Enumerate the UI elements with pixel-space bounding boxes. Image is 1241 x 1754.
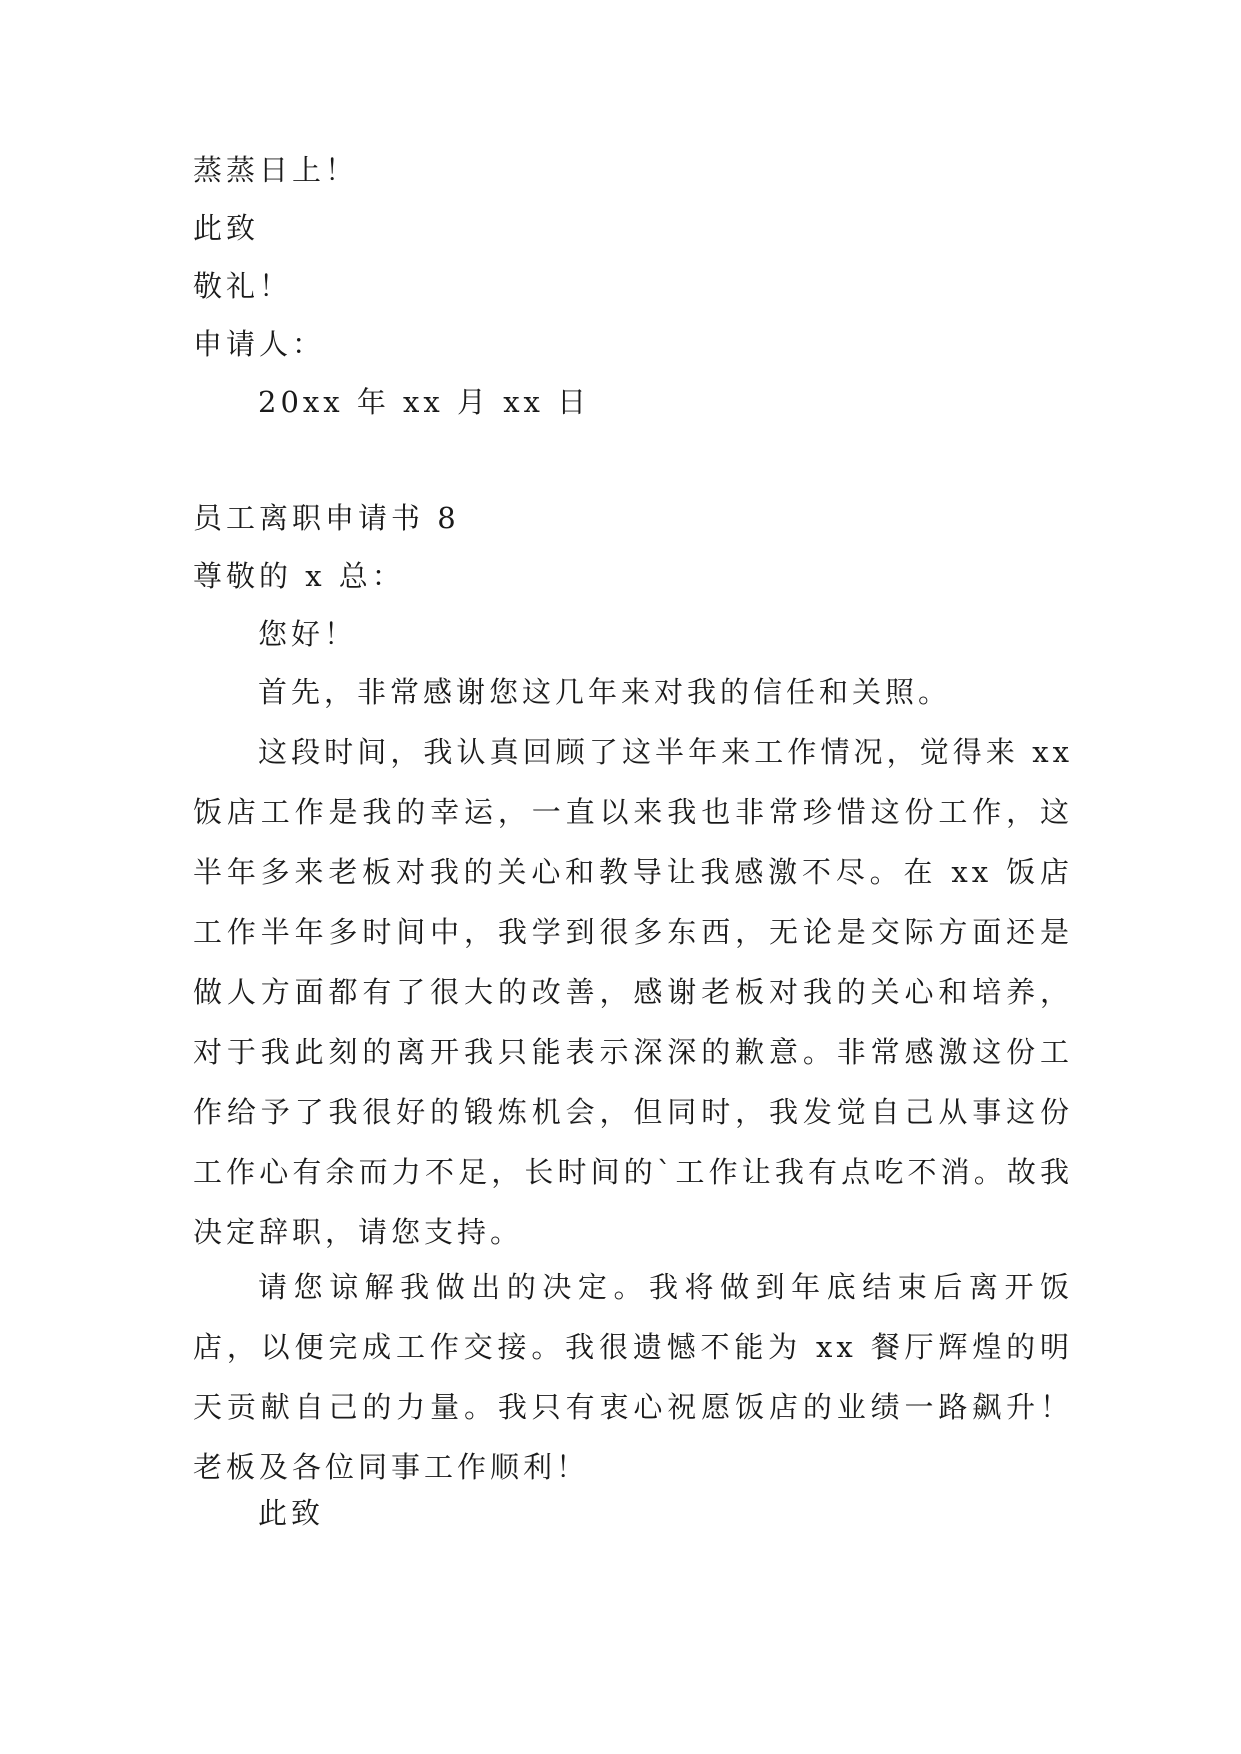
- paragraph-thanks: 首先，非常感谢您这几年来对我的信任和关照。: [258, 675, 952, 709]
- closing-cizhi: 此致: [193, 211, 260, 245]
- closing-cizhi-2: 此致: [258, 1496, 325, 1530]
- salutation: 尊敬的 x 总：: [193, 559, 405, 593]
- greeting: 您好！: [258, 617, 358, 651]
- closing-jingli: 敬礼！: [193, 269, 293, 303]
- date-line: 20xx 年 xx 月 xx 日: [258, 385, 591, 419]
- letter-title: 员工离职申请书 8: [193, 501, 460, 535]
- closing-wish: 蒸蒸日上！: [193, 153, 359, 187]
- paragraph-body: 这段时间，我认真回顾了这半年来工作情况，觉得来 xx 饭店工作是我的幸运，一直以来我也非常珍惜这份工作，这半年多来老板对我的关心和教导让我感激不尽。在 xx 饭店工作半年多时间中，我学到很多东西，无论是交际方面还是做人方面都有了很大的改善，感谢老板对我的关心和培养，对于我此刻的离开我只能表示深深的歉意。非常感激这份工作给予了我很好的锻炼机会，但同时，我发觉自己从事这份工作心有余而力不足，长时间的`工作让我有点吃不消。故我决定辞职，请您支持。: [193, 735, 1073, 1249]
- paragraph-closing: 请您谅解我做出的决定。我将做到年底结束后离开饭店，以便完成工作交接。我很遗憾不能为 xx 餐厅辉煌的明天贡献自己的力量。我只有衷心祝愿饭店的业绩一路飙升！老板及各位同事工作顺利！: [193, 1270, 1073, 1484]
- applicant-label: 申请人：: [193, 327, 326, 361]
